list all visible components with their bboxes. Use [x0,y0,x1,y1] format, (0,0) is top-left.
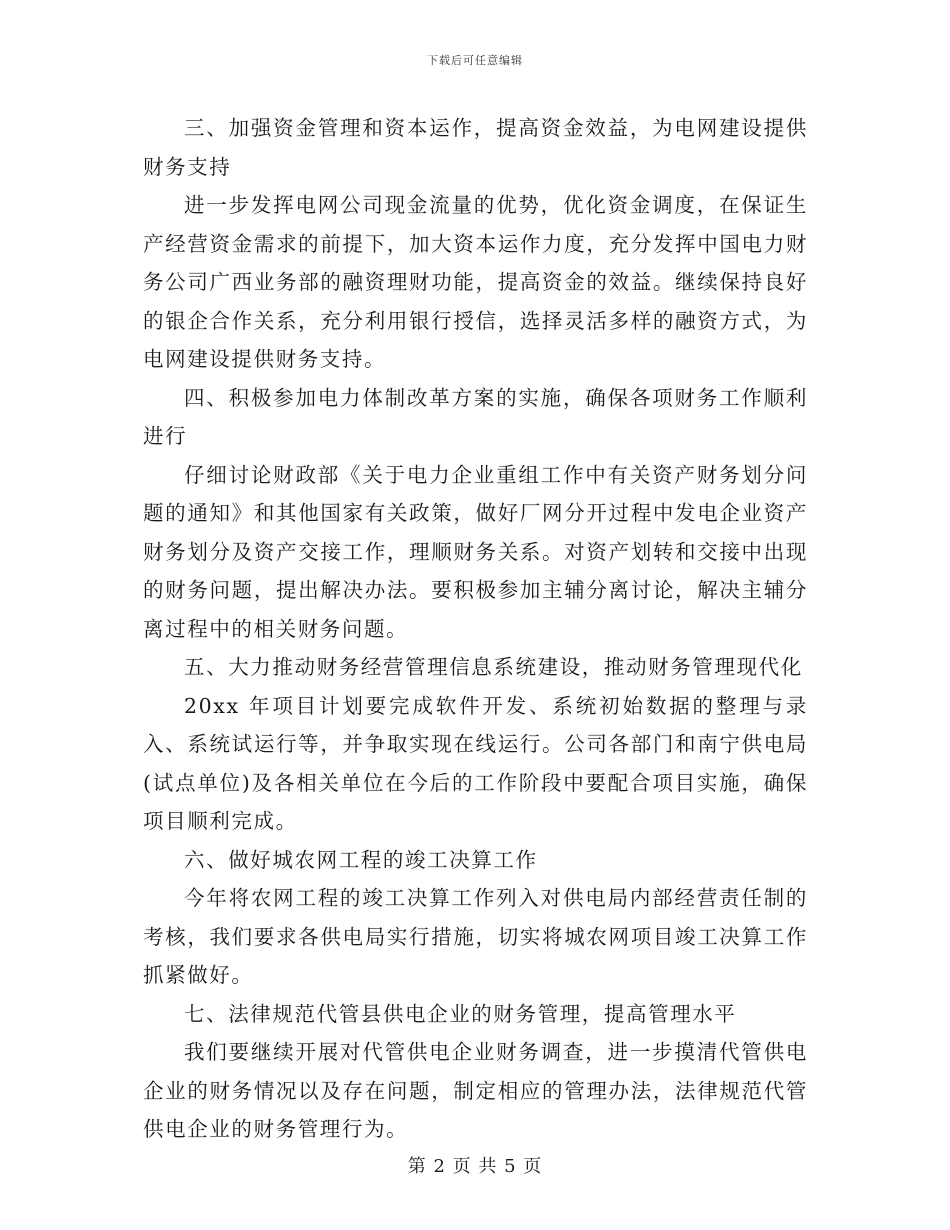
page-number-label: 第 2 页 共 5 页 [407,1156,543,1177]
section-heading-4: 四、积极参加电力体制改革方案的实施，确保各项财务工作顺利进行 [143,385,808,448]
page-footer [0,1152,950,1178]
body-paragraph: 进一步发挥电网公司现金流量的优势，优化资金调度，在保证生产经营资金需求的前提下，加大资本运作力度，充分发挥中国电力财务公司广西业务部的融资理财功能，提高资金的效益。继续保持良好的银企合作关系，充分利用银行授信，选择灵活多样的融资方式，为电网建设提供财务支持。 [143,193,808,371]
body-paragraph: 仔细讨论财政部《关于电力企业重组工作中有关资产财务划分问题的通知》和其他国家有关政策，做好厂网分开过程中发电企业资产财务划分及资产交接工作，理顺财务关系。对资产划转和交接中出现的财务问题，提出解决办法。要积极参加主辅分离讨论，解决主辅分离过程中的相关财务问题。 [143,462,808,641]
body-paragraph: 20xx 年项目计划要完成软件开发、系统初始数据的整理与录入、系统试运行等，并争取实现在线运行。公司各部门和南宁供电局(试点单位)及各相关单位在今后的工作阶段中要配合项目实施，确保项目顺利完成。 [143,693,808,833]
section-heading-3: 三、加强资金管理和资本运作，提高资金效益，为电网建设提供财务支持 [143,116,808,179]
section-heading-6: 六、做好城农网工程的竣工决算工作 [184,847,538,872]
section-heading-7: 七、法律规范代管县供电企业的财务管理，提高管理水平 [184,1001,737,1026]
body-paragraph: 今年将农网工程的竣工决算工作列入对供电局内部经营责任制的考核，我们要求各供电局实行措施，切实将城农网项目竣工决算工作抓紧做好。 [143,886,808,987]
header-note: 下载后可任意编辑 [427,54,523,67]
document-body [143,109,808,1149]
body-paragraph: 我们要继续开展对代管供电企业财务调查，进一步摸清代管供电企业的财务情况以及存在问题，制定相应的管理办法，法律规范代管供电企业的财务管理行为。 [143,1040,808,1141]
section-heading-5: 五、大力推动财务经营管理信息系统建设，推动财务管理现代化 [184,655,803,679]
